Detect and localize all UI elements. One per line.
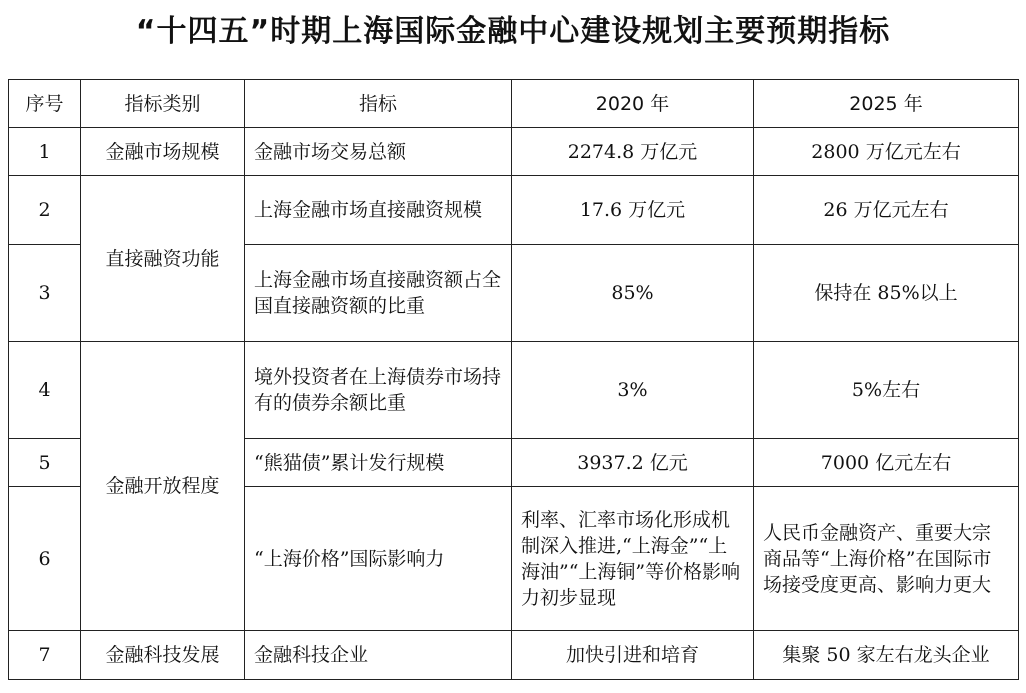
header-2020: 2020 年 bbox=[512, 80, 754, 128]
row-number: 4 bbox=[9, 342, 81, 439]
header-indicator: 指标 bbox=[245, 80, 512, 128]
indicator-cell: “上海价格”国际影响力 bbox=[245, 487, 512, 631]
indicator-cell: 境外投资者在上海债券市场持有的债券余额比重 bbox=[245, 342, 512, 439]
table-row bbox=[9, 128, 1019, 176]
value-2025-cell: 7000 亿元左右 bbox=[754, 439, 1019, 487]
indicator-cell: 上海金融市场直接融资规模 bbox=[245, 176, 512, 245]
value-2020-cell: 加快引进和培育 bbox=[512, 631, 754, 680]
document-title: “十四五”时期上海国际金融中心建设规划主要预期指标 bbox=[135, 14, 891, 49]
row-number: 1 bbox=[9, 128, 81, 176]
header-2025: 2025 年 bbox=[754, 80, 1019, 128]
value-2020-cell: 3% bbox=[512, 342, 754, 439]
table-header-row bbox=[9, 80, 1019, 128]
indicator-cell: “熊猫债”累计发行规模 bbox=[245, 439, 512, 487]
category-cell: 直接融资功能 bbox=[81, 176, 245, 342]
indicator-cell: 上海金融市场直接融资额占全国直接融资额的比重 bbox=[245, 245, 512, 342]
row-number: 5 bbox=[9, 439, 81, 487]
value-2020-cell: 85% bbox=[512, 245, 754, 342]
value-2025-cell: 保持在 85%以上 bbox=[754, 245, 1019, 342]
value-2020-cell: 2274.8 万亿元 bbox=[512, 128, 754, 176]
value-2025-cell: 26 万亿元左右 bbox=[754, 176, 1019, 245]
value-2025-cell: 人民币金融资产、重要大宗商品等“上海价格”在国际市场接受度更高、影响力更大 bbox=[754, 487, 1019, 631]
value-2020-cell: 17.6 万亿元 bbox=[512, 176, 754, 245]
indicator-table bbox=[8, 79, 1019, 680]
category-cell: 金融开放程度 bbox=[81, 342, 245, 631]
row-number: 2 bbox=[9, 176, 81, 245]
row-number: 6 bbox=[9, 487, 81, 631]
header-category: 指标类别 bbox=[81, 80, 245, 128]
row-number: 7 bbox=[9, 631, 81, 680]
category-cell: 金融市场规模 bbox=[81, 128, 245, 176]
value-2025-cell: 5%左右 bbox=[754, 342, 1019, 439]
category-cell: 金融科技发展 bbox=[81, 631, 245, 680]
row-number: 3 bbox=[9, 245, 81, 342]
header-no: 序号 bbox=[9, 80, 81, 128]
table-row bbox=[9, 342, 1019, 439]
table-row bbox=[9, 631, 1019, 680]
value-2025-cell: 集聚 50 家左右龙头企业 bbox=[754, 631, 1019, 680]
indicator-cell: 金融科技企业 bbox=[245, 631, 512, 680]
indicator-cell: 金融市场交易总额 bbox=[245, 128, 512, 176]
table-row bbox=[9, 176, 1019, 245]
value-2025-cell: 2800 万亿元左右 bbox=[754, 128, 1019, 176]
value-2020-cell: 利率、汇率市场化形成机制深入推进,“上海金”“上海油”“上海铜”等价格影响力初步显现 bbox=[512, 487, 754, 631]
value-2020-cell: 3937.2 亿元 bbox=[512, 439, 754, 487]
